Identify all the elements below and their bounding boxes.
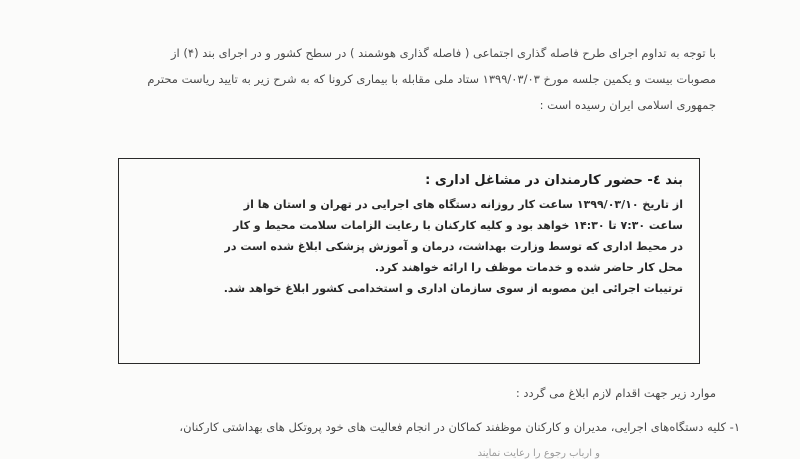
clause-box	[118, 158, 700, 364]
clause-line-2: ساعت ۷:۳۰ تا ۱۴:۳۰ خواهد بود و کلیه کارکنان با رعایت الزامات سلامت محیط و کار	[233, 219, 683, 232]
intro-line-3: جمهوری اسلامی ایران رسیده است :	[539, 98, 716, 112]
intro-line-2: مصوبات بیست و یکمین جلسه مورخ ۱۳۹۹/۰۳/۰۳ ستاد ملی مقابله با بیماری کرونا که به شرح زیر به تایید ریاست محترم	[147, 72, 716, 86]
intro-line-1: با توجه به تداوم اجرای طرح فاصله گذاری اجتماعی ( فاصله گذاری هوشمند ) در سطح کشور و در اجرای بند (۴) از	[170, 46, 716, 60]
clause-line-4: محل کار حاضر شده و خدمات موظف را ارائه خواهند کرد.	[374, 261, 683, 274]
clause-line-5: ترتیبات اجرائی این مصوبه از سوی سازمان اداری و استخدامی کشور ابلاغ خواهد شد.	[223, 282, 683, 295]
clause-line-1: از تاریخ ۱۳۹۹/۰۳/۱۰ ساعت کار روزانه دستگاه های اجرایی در تهران و استان ها از	[243, 198, 683, 211]
intro-paragraph	[76, 40, 716, 118]
clause-title: بند ٤- حضور کارمندان در مشاغل اداری :	[425, 173, 683, 188]
list-item-1: ۱- کلیه دستگاه‌های اجرایی، مدیران و کارکنان موظفند کماکان در انجام فعالیت های خود پروتکل های بهداشتی کارکنان،	[179, 420, 740, 434]
clause-line-3: در محیط اداری که توسط وزارت بهداشت، درمان و آموزش پزشکی ابلاغ شده است در	[224, 240, 683, 253]
notice-line: موارد زیر جهت اقدام لازم ابلاغ می گردد :	[515, 386, 716, 400]
faded-cut-line: و ارباب رجوع را رعایت نمایند	[477, 448, 600, 459]
